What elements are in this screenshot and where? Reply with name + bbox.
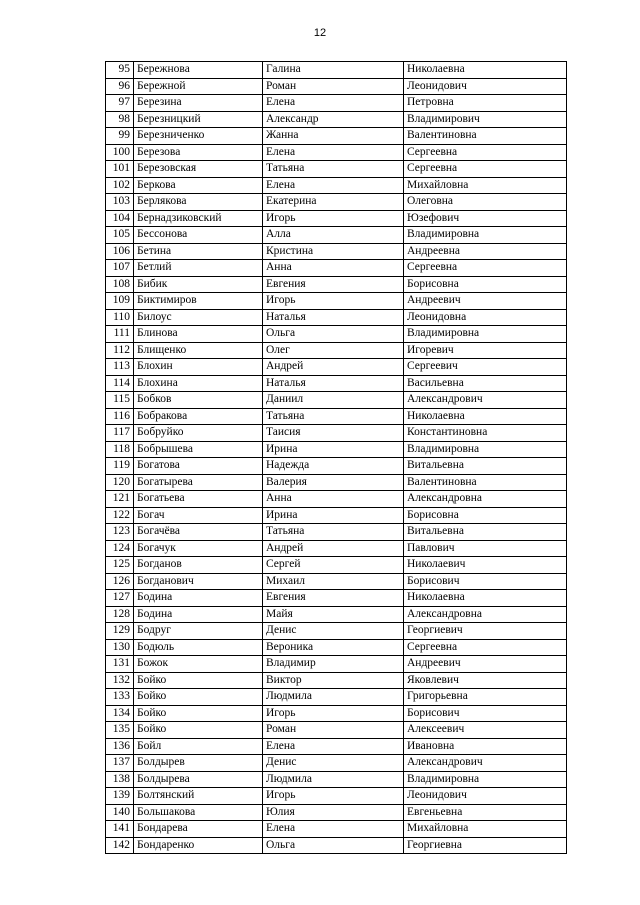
row-number: 127: [106, 590, 134, 607]
patronymic-cell: Сергеевич: [404, 359, 567, 376]
patronymic-cell: Васильевна: [404, 375, 567, 392]
row-number: 141: [106, 821, 134, 838]
row-number: 101: [106, 161, 134, 178]
last-name-cell: Бернадзиковский: [134, 210, 263, 227]
first-name-cell: Даниил: [263, 392, 404, 409]
row-number: 139: [106, 788, 134, 805]
last-name-cell: Богачук: [134, 540, 263, 557]
first-name-cell: Игорь: [263, 293, 404, 310]
last-name-cell: Березницкий: [134, 111, 263, 128]
patronymic-cell: Георгиевна: [404, 837, 567, 854]
table-row: [106, 639, 567, 656]
row-number: 126: [106, 573, 134, 590]
row-number: 120: [106, 474, 134, 491]
patronymic-cell: Витальевна: [404, 458, 567, 475]
last-name-cell: Березниченко: [134, 128, 263, 145]
first-name-cell: Евгения: [263, 276, 404, 293]
first-name-cell: Татьяна: [263, 524, 404, 541]
table-row: [106, 837, 567, 854]
last-name-cell: Блинова: [134, 326, 263, 343]
patronymic-cell: Борисовна: [404, 276, 567, 293]
table-row: [106, 606, 567, 623]
first-name-cell: Ирина: [263, 441, 404, 458]
first-name-cell: Екатерина: [263, 194, 404, 211]
patronymic-cell: Константиновна: [404, 425, 567, 442]
table-row: [106, 243, 567, 260]
last-name-cell: Березовская: [134, 161, 263, 178]
row-number: 98: [106, 111, 134, 128]
table-row: [106, 309, 567, 326]
first-name-cell: Владимир: [263, 656, 404, 673]
first-name-cell: Кристина: [263, 243, 404, 260]
last-name-cell: Бобракова: [134, 408, 263, 425]
row-number: 104: [106, 210, 134, 227]
first-name-cell: Ирина: [263, 507, 404, 524]
table-row: [106, 705, 567, 722]
table-row: [106, 210, 567, 227]
patronymic-cell: Владимировна: [404, 326, 567, 343]
table-row: [106, 590, 567, 607]
patronymic-cell: Павлович: [404, 540, 567, 557]
table-row: [106, 557, 567, 574]
patronymic-cell: Николаевна: [404, 408, 567, 425]
last-name-cell: Березина: [134, 95, 263, 112]
row-number: 107: [106, 260, 134, 277]
last-name-cell: Блищенко: [134, 342, 263, 359]
row-number: 131: [106, 656, 134, 673]
last-name-cell: Березова: [134, 144, 263, 161]
last-name-cell: Богатьева: [134, 491, 263, 508]
patronymic-cell: Борисовна: [404, 507, 567, 524]
table-row: [106, 95, 567, 112]
last-name-cell: Берлякова: [134, 194, 263, 211]
patronymic-cell: Николаевна: [404, 590, 567, 607]
table-row: [106, 62, 567, 79]
row-number: 125: [106, 557, 134, 574]
row-number: 132: [106, 672, 134, 689]
patronymic-cell: Борисович: [404, 573, 567, 590]
patronymic-cell: Владимировна: [404, 227, 567, 244]
patronymic-cell: Леонидович: [404, 788, 567, 805]
first-name-cell: Андрей: [263, 540, 404, 557]
table-row: [106, 738, 567, 755]
table-row: [106, 194, 567, 211]
last-name-cell: Бобруйко: [134, 425, 263, 442]
row-number: 96: [106, 78, 134, 95]
table-row: [106, 342, 567, 359]
patronymic-cell: Петровна: [404, 95, 567, 112]
table-row: [106, 111, 567, 128]
last-name-cell: Бойл: [134, 738, 263, 755]
first-name-cell: Игорь: [263, 788, 404, 805]
last-name-cell: Бибик: [134, 276, 263, 293]
first-name-cell: Галина: [263, 62, 404, 79]
last-name-cell: Бодина: [134, 606, 263, 623]
row-number: 95: [106, 62, 134, 79]
table-row: [106, 227, 567, 244]
first-name-cell: Людмила: [263, 771, 404, 788]
first-name-cell: Анна: [263, 491, 404, 508]
row-number: 106: [106, 243, 134, 260]
table-row: [106, 375, 567, 392]
patronymic-cell: Михайловна: [404, 821, 567, 838]
table-row: [106, 425, 567, 442]
row-number: 135: [106, 722, 134, 739]
patronymic-cell: Александровна: [404, 606, 567, 623]
row-number: 113: [106, 359, 134, 376]
first-name-cell: Елена: [263, 738, 404, 755]
last-name-cell: Богданович: [134, 573, 263, 590]
row-number: 142: [106, 837, 134, 854]
first-name-cell: Наталья: [263, 309, 404, 326]
first-name-cell: Игорь: [263, 210, 404, 227]
table-row: [106, 260, 567, 277]
patronymic-cell: Игоревич: [404, 342, 567, 359]
patronymic-cell: Евгеньевна: [404, 804, 567, 821]
last-name-cell: Бодина: [134, 590, 263, 607]
first-name-cell: Татьяна: [263, 161, 404, 178]
row-number: 138: [106, 771, 134, 788]
patronymic-cell: Владимировна: [404, 771, 567, 788]
row-number: 110: [106, 309, 134, 326]
patronymic-cell: Андреевна: [404, 243, 567, 260]
patronymic-cell: Сергеевна: [404, 144, 567, 161]
last-name-cell: Бойко: [134, 672, 263, 689]
last-name-cell: Биктимиров: [134, 293, 263, 310]
patronymic-cell: Александрович: [404, 392, 567, 409]
last-name-cell: Бобрышева: [134, 441, 263, 458]
last-name-cell: Болтянский: [134, 788, 263, 805]
row-number: 121: [106, 491, 134, 508]
last-name-cell: Бетина: [134, 243, 263, 260]
first-name-cell: Алла: [263, 227, 404, 244]
row-number: 122: [106, 507, 134, 524]
table-row: [106, 804, 567, 821]
first-name-cell: Ольга: [263, 326, 404, 343]
patronymic-cell: Андреевич: [404, 293, 567, 310]
table-row: [106, 177, 567, 194]
first-name-cell: Елена: [263, 177, 404, 194]
patronymic-cell: Яковлевич: [404, 672, 567, 689]
table-row: [106, 672, 567, 689]
last-name-cell: Бодюль: [134, 639, 263, 656]
first-name-cell: Михаил: [263, 573, 404, 590]
table-row: [106, 656, 567, 673]
table-row: [106, 144, 567, 161]
table-row: [106, 507, 567, 524]
table-row: [106, 491, 567, 508]
row-number: 140: [106, 804, 134, 821]
row-number: 112: [106, 342, 134, 359]
patronymic-cell: Борисович: [404, 705, 567, 722]
last-name-cell: Бодруг: [134, 623, 263, 640]
first-name-cell: Елена: [263, 144, 404, 161]
first-name-cell: Юлия: [263, 804, 404, 821]
row-number: 136: [106, 738, 134, 755]
row-number: 100: [106, 144, 134, 161]
row-number: 134: [106, 705, 134, 722]
first-name-cell: Наталья: [263, 375, 404, 392]
row-number: 129: [106, 623, 134, 640]
row-number: 128: [106, 606, 134, 623]
table-row: [106, 540, 567, 557]
row-number: 118: [106, 441, 134, 458]
table-row: [106, 573, 567, 590]
table-row: [106, 408, 567, 425]
last-name-cell: Бетлий: [134, 260, 263, 277]
row-number: 115: [106, 392, 134, 409]
patronymic-cell: Владимирович: [404, 111, 567, 128]
row-number: 108: [106, 276, 134, 293]
first-name-cell: Анна: [263, 260, 404, 277]
patronymic-cell: Ивановна: [404, 738, 567, 755]
patronymic-cell: Александрович: [404, 755, 567, 772]
patronymic-cell: Олеговна: [404, 194, 567, 211]
patronymic-cell: Валентиновна: [404, 474, 567, 491]
table-row: [106, 326, 567, 343]
last-name-cell: Большакова: [134, 804, 263, 821]
patronymic-cell: Владимировна: [404, 441, 567, 458]
patronymic-cell: Витальевна: [404, 524, 567, 541]
first-name-cell: Евгения: [263, 590, 404, 607]
row-number: 103: [106, 194, 134, 211]
row-number: 133: [106, 689, 134, 706]
table-row: [106, 161, 567, 178]
row-number: 117: [106, 425, 134, 442]
first-name-cell: Ольга: [263, 837, 404, 854]
row-number: 109: [106, 293, 134, 310]
patronymic-cell: Григорьевна: [404, 689, 567, 706]
last-name-cell: Богач: [134, 507, 263, 524]
patronymic-cell: Юзефович: [404, 210, 567, 227]
row-number: 105: [106, 227, 134, 244]
last-name-cell: Бондаренко: [134, 837, 263, 854]
first-name-cell: Валерия: [263, 474, 404, 491]
last-name-cell: Блохин: [134, 359, 263, 376]
last-name-cell: Богачёва: [134, 524, 263, 541]
first-name-cell: Андрей: [263, 359, 404, 376]
table-row: [106, 623, 567, 640]
table-row: [106, 392, 567, 409]
patronymic-cell: Сергеевна: [404, 260, 567, 277]
table-row: [106, 78, 567, 95]
table-body: [106, 62, 567, 854]
patronymic-cell: Сергеевна: [404, 639, 567, 656]
table-row: [106, 276, 567, 293]
first-name-cell: Таисия: [263, 425, 404, 442]
table-row: [106, 771, 567, 788]
row-number: 99: [106, 128, 134, 145]
last-name-cell: Бойко: [134, 722, 263, 739]
last-name-cell: Беркова: [134, 177, 263, 194]
first-name-cell: Вероника: [263, 639, 404, 656]
first-name-cell: Денис: [263, 623, 404, 640]
table-row: [106, 689, 567, 706]
table-row: [106, 441, 567, 458]
first-name-cell: Александр: [263, 111, 404, 128]
first-name-cell: Елена: [263, 821, 404, 838]
first-name-cell: Игорь: [263, 705, 404, 722]
page-number: 12: [313, 27, 327, 39]
row-number: 114: [106, 375, 134, 392]
last-name-cell: Блохина: [134, 375, 263, 392]
patronymic-cell: Леонидович: [404, 78, 567, 95]
patronymic-cell: Алексеевич: [404, 722, 567, 739]
last-name-cell: Бессонова: [134, 227, 263, 244]
patronymic-cell: Леонидовна: [404, 309, 567, 326]
table-row: [106, 128, 567, 145]
patronymic-cell: Георгиевич: [404, 623, 567, 640]
first-name-cell: Сергей: [263, 557, 404, 574]
last-name-cell: Богатырева: [134, 474, 263, 491]
patronymic-cell: Сергеевна: [404, 161, 567, 178]
last-name-cell: Богданов: [134, 557, 263, 574]
table-row: [106, 458, 567, 475]
first-name-cell: Людмила: [263, 689, 404, 706]
last-name-cell: Бойко: [134, 689, 263, 706]
table-row: [106, 359, 567, 376]
row-number: 123: [106, 524, 134, 541]
last-name-cell: Богатова: [134, 458, 263, 475]
first-name-cell: Роман: [263, 722, 404, 739]
table-row: [106, 821, 567, 838]
first-name-cell: Майя: [263, 606, 404, 623]
first-name-cell: Денис: [263, 755, 404, 772]
patronymic-cell: Валентиновна: [404, 128, 567, 145]
patronymic-cell: Николаевич: [404, 557, 567, 574]
row-number: 130: [106, 639, 134, 656]
patronymic-cell: Николаевна: [404, 62, 567, 79]
row-number: 102: [106, 177, 134, 194]
first-name-cell: Олег: [263, 342, 404, 359]
last-name-cell: Бобков: [134, 392, 263, 409]
last-name-cell: Бережнова: [134, 62, 263, 79]
last-name-cell: Бережной: [134, 78, 263, 95]
last-name-cell: Божок: [134, 656, 263, 673]
first-name-cell: Жанна: [263, 128, 404, 145]
row-number: 137: [106, 755, 134, 772]
patronymic-cell: Александровна: [404, 491, 567, 508]
names-table: [105, 61, 567, 854]
table-row: [106, 293, 567, 310]
table-row: [106, 524, 567, 541]
last-name-cell: Болдырев: [134, 755, 263, 772]
table-row: [106, 755, 567, 772]
table-row: [106, 474, 567, 491]
row-number: 116: [106, 408, 134, 425]
first-name-cell: Елена: [263, 95, 404, 112]
row-number: 97: [106, 95, 134, 112]
table-row: [106, 722, 567, 739]
table-row: [106, 788, 567, 805]
last-name-cell: Бондарева: [134, 821, 263, 838]
patronymic-cell: Андреевич: [404, 656, 567, 673]
row-number: 111: [106, 326, 134, 343]
last-name-cell: Бойко: [134, 705, 263, 722]
first-name-cell: Татьяна: [263, 408, 404, 425]
last-name-cell: Билоус: [134, 309, 263, 326]
row-number: 124: [106, 540, 134, 557]
first-name-cell: Надежда: [263, 458, 404, 475]
first-name-cell: Роман: [263, 78, 404, 95]
patronymic-cell: Михайловна: [404, 177, 567, 194]
last-name-cell: Болдырева: [134, 771, 263, 788]
first-name-cell: Виктор: [263, 672, 404, 689]
row-number: 119: [106, 458, 134, 475]
